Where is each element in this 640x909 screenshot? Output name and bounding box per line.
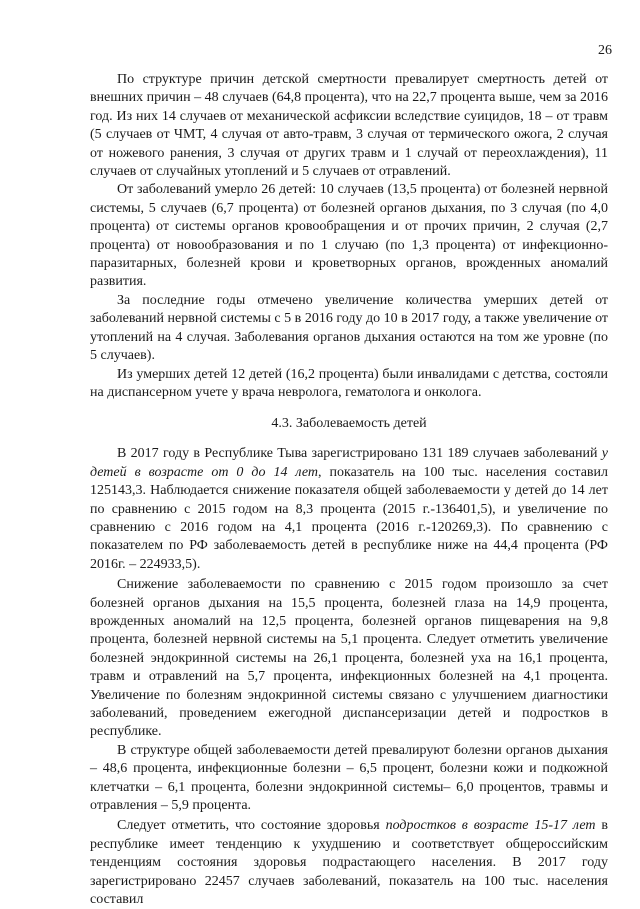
paragraph-morbidity-decrease: Снижение заболеваемости по сравнению с 2015 годом произошло за счет болезней органов дыхания на 15,5 процента, болезней глаза на 14,9 процента, врожденных аномалий на 12,5 процента, болезней органов пищеварения на 9,8 процента, болезней нервной системы на 5,1 процента. Следует отметить увеличение болезней эндокринной системы на 26,1 процента, болезней уха на 16,1 процента, травм и отравлений на 5,7 процента, инфекционных болезней на 4,1 процента. Увеличение по болезням эндокринной системы связано с улучшением диагностики заболеваний, проведением ежегодной диспансеризации детей и подростков в республике.	[90, 577, 608, 740]
teens-age-group: подростков в возрасте 15-17 лет	[385, 818, 596, 834]
document-body	[90, 71, 608, 909]
paragraph-disabled-children: Из умерших детей 12 детей (16,2 процента) были инвалидами с детства, состояли на диспансерном учете у врача невролога, гематолога и онколога.	[90, 366, 608, 400]
paragraph-morbidity-structure: В структуре общей заболеваемости детей превалируют болезни органов дыхания – 48,6 процента, инфекционные болезни – 6,5 процент, болезни кожи и подкожной клетчатки – 6,1 процента, болезни эндокринной системы– 6,0 процентов, травмы и отравления – 5,9 процента.	[90, 742, 608, 814]
paragraph-teens	[90, 817, 608, 909]
morbidity-text-start: В 2017 году в Республике Тыва зарегистрировано 131 189 случаев заболеваний	[117, 446, 602, 462]
paragraph-morbidity	[90, 445, 608, 574]
teens-text-end: в республике имеет тенденцию к ухудшению и соответствует общероссийским тенденциям состояния здоровья подрастающего населения. В 2017 году зарегистрировано 22457 случаев заболеваний, показатель на 100 тыс. населения составил	[90, 818, 608, 908]
morbidity-text-end: , показатель на 100 тыс. населения составил 125143,3. Наблюдается снижение показателя общей заболеваемости у детей до 14 лет по сравнению с 2015 годом на 8,3 процента (2015 г.-136401,5), и увеличение по сравнению с 2016 годом на 4,1 процента (2016 г.-120269,3). По сравнению с показателем по РФ заболеваемость детей в республике ниже на 44,4 процента (РФ 2016г. – 224933,5).	[90, 464, 608, 572]
morbidity-age-group: у детей в возрасте от 0 до 14 лет	[90, 446, 608, 480]
paragraph-diseases: От заболеваний умерло 26 детей: 10 случаев (13,5 процента) от болезней нервной системы, 5 случаев (6,7 процента) от болезней органов дыхания, по 3 случая (по 4,0 процента) от системы органов кровообращения и от прочих причин, 2 случая (2,7 процента) от новообразования и по 1 случаю (по 1,3 процента) от инфекционно-паразитарных, болезней крови и кроветворных органов, врожденных аномалий развития.	[90, 182, 608, 290]
teens-text-start: Следует отметить, что состояние здоровья	[117, 818, 386, 834]
section-heading: 4.3. Заболеваемость детей	[271, 416, 427, 432]
paragraph-external-causes: По структуре причин детской смертности превалирует смертность детей от внешних причин – 48 случаев (64,8 процента), что на 22,7 процента выше, чем за 2016 год. Из них 14 случаев от механической асфиксии вследствие суицидов, 18 – от травм (5 случаев от ЧМТ, 4 случая от авто-травм, 3 случая от термического ожога, 2 случая от ножевого ранения, 3 случая от других травм и 1 случай от переохлаждения), 11 случаев от случайных утоплений и 5 случаев от отравлений.	[90, 72, 608, 180]
paragraph-recent-trends: За последние годы отмечено увеличение количества умерших детей от заболеваний нервной системы с 5 в 2016 году до 10 в 2017 году, а также увеличение от утоплений на 4 случая. Заболевания органов дыхания остаются на том же уровне (по 5 случаев).	[90, 292, 608, 364]
page-number: 26	[598, 43, 612, 58]
